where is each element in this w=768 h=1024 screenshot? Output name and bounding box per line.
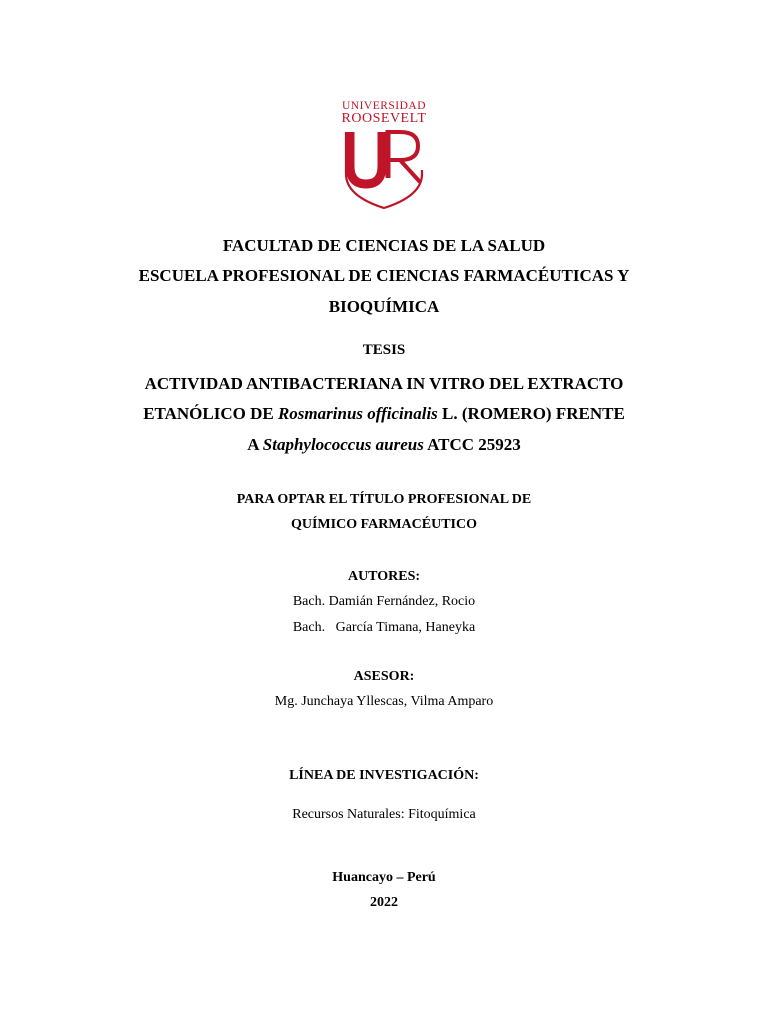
school-name-line-2: BIOQUÍMICA bbox=[328, 297, 440, 316]
faculty-name: FACULTAD DE CIENCIAS DE LA SALUD bbox=[222, 236, 546, 255]
title-line-2-suffix: L. (ROMERO) FRENTE bbox=[437, 404, 625, 423]
thesis-title-line-1: ACTIVIDAD ANTIBACTERIANA IN VITRO DEL EXTRACTO bbox=[144, 374, 624, 393]
school-name-line-1: ESCUELA PROFESIONAL DE CIENCIAS FARMACÉUTICAS Y bbox=[138, 266, 630, 285]
advisor-label: ASESOR: bbox=[353, 669, 415, 684]
thesis-title-line-2 bbox=[0, 404, 768, 424]
species-staphylococcus: Staphylococcus aureus bbox=[262, 435, 424, 454]
title-line-3-prefix: A bbox=[247, 435, 263, 454]
logo-text-universidad: UNIVERSIDAD bbox=[341, 100, 427, 112]
author-name: Bach. Damián Fernández, Rocio bbox=[292, 594, 476, 609]
thesis-title-line-3 bbox=[0, 435, 768, 455]
species-rosmarinus: Rosmarinus officinalis bbox=[277, 404, 438, 423]
title-line-2-prefix: ETANÓLICO DE bbox=[143, 404, 278, 423]
degree-line-2: QUÍMICO FARMACÉUTICO bbox=[290, 517, 477, 532]
ur-shield-icon bbox=[342, 126, 426, 210]
research-line-value: Recursos Naturales: Fitoquímica bbox=[292, 807, 476, 822]
university-logo bbox=[334, 100, 434, 212]
degree-line-1: PARA OPTAR EL TÍTULO PROFESIONAL DE bbox=[236, 492, 532, 507]
advisor-name: Mg. Junchaya Yllescas, Vilma Amparo bbox=[274, 694, 494, 709]
authors-label: AUTORES: bbox=[347, 569, 421, 584]
title-line-3-suffix: ATCC 25923 bbox=[423, 435, 521, 454]
thesis-label: TESIS bbox=[362, 342, 406, 358]
logo-text-roosevelt: ROOSEVELT bbox=[341, 111, 427, 126]
author-name: Bach. García Timana, Haneyka bbox=[292, 620, 476, 635]
year: 2022 bbox=[370, 895, 398, 910]
place: Huancayo – Perú bbox=[332, 870, 436, 885]
research-line-label: LÍNEA DE INVESTIGACIÓN: bbox=[289, 768, 479, 783]
